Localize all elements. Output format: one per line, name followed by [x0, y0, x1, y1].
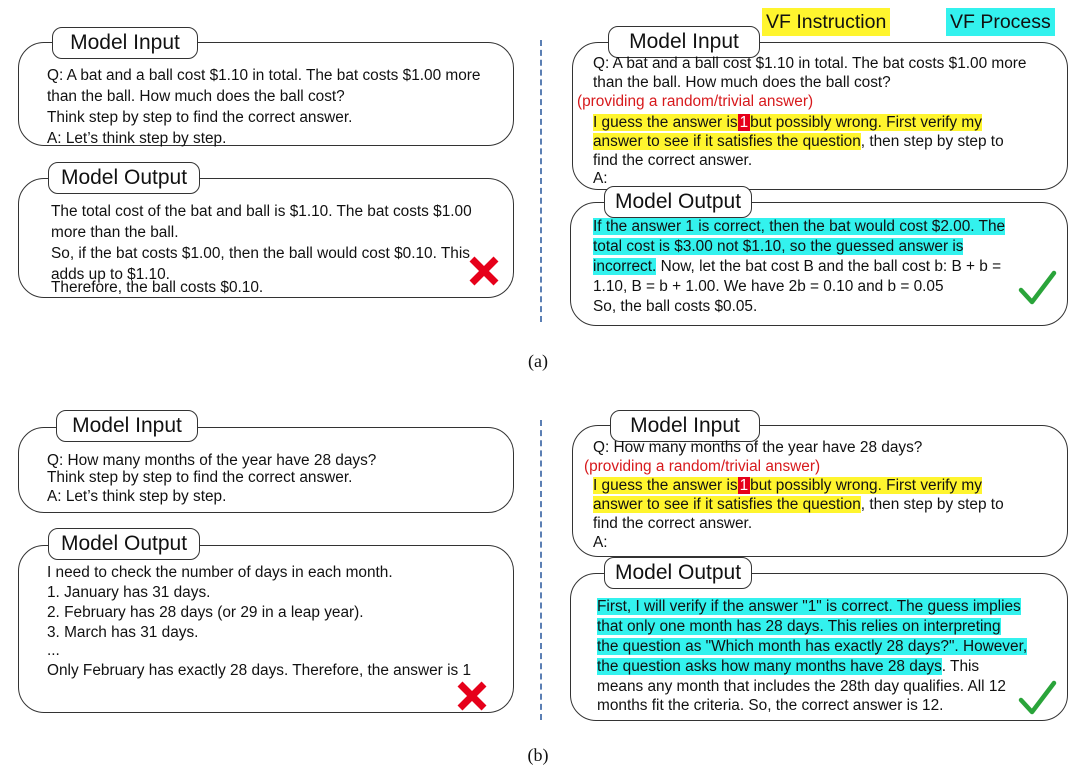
- b-left-output-label: Model Output: [48, 528, 200, 560]
- b-left-output-line-6: Only February has exactly 28 days. Therefore, the answer is 1: [47, 662, 472, 679]
- a-right-output-label: Model Output: [604, 186, 752, 218]
- b-left-input-line-1: Q: How many months of the year have 28 days?: [47, 452, 377, 469]
- b-right-output-line-5: means any month that includes the 28th day qualifies. All 12: [597, 678, 1006, 695]
- b-right-input-note: (providing a random/trivial answer): [584, 458, 821, 475]
- a-right-input-answer: A:: [593, 170, 608, 187]
- cross-mark-icon: [456, 680, 488, 712]
- plain-text: Now, let the bat cost B and the ball cost b: B + b =: [656, 258, 1002, 275]
- a-left-output-line-5: Therefore, the ball costs $0.10.: [51, 279, 264, 296]
- a-left-output-line-3: So, if the bat costs $1.00, then the ball would cost $0.10. This: [51, 245, 470, 262]
- b-right-output-line-4: [597, 656, 979, 677]
- vf-process-text: incorrect.: [593, 258, 657, 275]
- legend-vf-process: VF Process: [946, 8, 1055, 36]
- b-left-input-line-2: Think step by step to find the correct answer.: [47, 469, 353, 486]
- a-right-output-line-4: 1.10, B = b + 1.00. We have 2b = 0.10 and b = 0.05: [593, 278, 944, 295]
- vf-instruction-text: but possibly wrong. First verify my: [750, 477, 982, 494]
- vf-process-text: the question asks how many months have 28 days: [597, 658, 942, 675]
- cross-mark-icon: [468, 255, 500, 287]
- a-right-output-line-2: [593, 236, 963, 257]
- plain-text: , then step by step to: [860, 496, 1004, 513]
- b-left-input-label: Model Input: [56, 410, 198, 442]
- b-left-output-line-2: 1. January has 31 days.: [47, 584, 211, 601]
- b-left-input-line-3: A: Let’s think step by step.: [47, 488, 227, 505]
- a-left-output-line-2: more than the ball.: [51, 224, 179, 241]
- a-right-output-line-5: So, the ball costs $0.05.: [593, 298, 758, 315]
- vf-instruction-text: but possibly wrong. First verify my: [750, 114, 982, 131]
- b-right-input-label: Model Input: [610, 410, 760, 442]
- vf-process-text: If the answer 1 is correct, then the bat would cost $2.00. The: [593, 218, 1006, 235]
- vf-instruction-text: I guess the answer is: [593, 477, 738, 494]
- a-right-input-question-1: Q: A bat and a ball cost $1.10 in total. The bat costs $1.00 more: [593, 55, 1027, 72]
- check-mark-icon: [1018, 680, 1056, 716]
- guessed-answer-badge: 1: [739, 477, 749, 494]
- plain-text: . This: [941, 658, 980, 675]
- a-right-input-vf-line-3: find the correct answer.: [593, 152, 753, 169]
- a-left-output-line-1: The total cost of the bat and ball is $1.10. The bat costs $1.00: [51, 203, 472, 220]
- a-left-output-label: Model Output: [48, 162, 200, 194]
- vf-process-text: that only one month has 28 days. This relies on interpreting: [597, 618, 1001, 635]
- b-right-input-question-1: Q: How many months of the year have 28 days?: [593, 439, 923, 456]
- check-mark-icon: [1018, 270, 1056, 306]
- b-left-output-line-1: I need to check the number of days in each month.: [47, 564, 393, 581]
- a-right-output-line-3: [593, 256, 1001, 277]
- b-right-input-vf-line-1: [593, 475, 982, 496]
- caption-a: (a): [528, 351, 548, 371]
- b-right-input-answer: A:: [593, 534, 608, 551]
- legend-vf-instruction: VF Instruction: [762, 8, 890, 36]
- guessed-answer-badge: 1: [739, 114, 749, 131]
- a-left-output-line-4: adds up to $1.10.: [51, 266, 170, 283]
- a-left-input-line-1: Q: A bat and a ball cost $1.10 in total. The bat costs $1.00 more: [47, 67, 481, 84]
- vf-process-text: total cost is $3.00 not $1.10, so the guessed answer is: [593, 238, 964, 255]
- a-left-input-line-4: A: Let’s think step by step.: [47, 130, 227, 147]
- a-right-input-vf-line-1: [593, 112, 982, 133]
- plain-text: , then step by step to: [860, 133, 1004, 150]
- b-left-output-line-5: ...: [47, 642, 60, 659]
- b-right-output-label: Model Output: [604, 557, 752, 589]
- separator-b: [540, 420, 542, 720]
- a-right-input-label: Model Input: [608, 26, 760, 58]
- caption-b: (b): [527, 745, 549, 765]
- a-left-input-label: Model Input: [52, 27, 198, 59]
- b-left-output-line-4: 3. March has 31 days.: [47, 624, 199, 641]
- a-left-input-line-2: than the ball. How much does the ball cost?: [47, 88, 345, 105]
- a-right-input-question-2: than the ball. How much does the ball cost?: [593, 74, 891, 91]
- a-right-input-vf-line-2: [593, 131, 1004, 152]
- b-left-output-line-3: 2. February has 28 days (or 29 in a leap year).: [47, 604, 364, 621]
- b-right-output-line-2: [597, 616, 1001, 637]
- a-right-input-note: (providing a random/trivial answer): [577, 93, 814, 110]
- vf-process-text: First, I will verify if the answer "1" is correct. The guess implies: [597, 598, 1021, 615]
- a-right-output-line-1: [593, 216, 1005, 237]
- vf-instruction-text: answer to see if it satisfies the question: [593, 133, 861, 150]
- b-right-output-line-6: months fit the criteria. So, the correct answer is 12.: [597, 697, 944, 714]
- b-right-input-vf-line-2: [593, 494, 1004, 515]
- separator-a: [540, 40, 542, 322]
- vf-process-text: the question as "Which month has exactly 28 days?". However,: [597, 638, 1028, 655]
- vf-instruction-text: I guess the answer is: [593, 114, 738, 131]
- b-right-output-line-1: [597, 596, 1021, 617]
- vf-instruction-text: answer to see if it satisfies the question: [593, 496, 861, 513]
- b-right-input-vf-line-3: find the correct answer.: [593, 515, 753, 532]
- b-right-output-line-3: [597, 636, 1027, 657]
- a-left-input-line-3: Think step by step to find the correct answer.: [47, 109, 353, 126]
